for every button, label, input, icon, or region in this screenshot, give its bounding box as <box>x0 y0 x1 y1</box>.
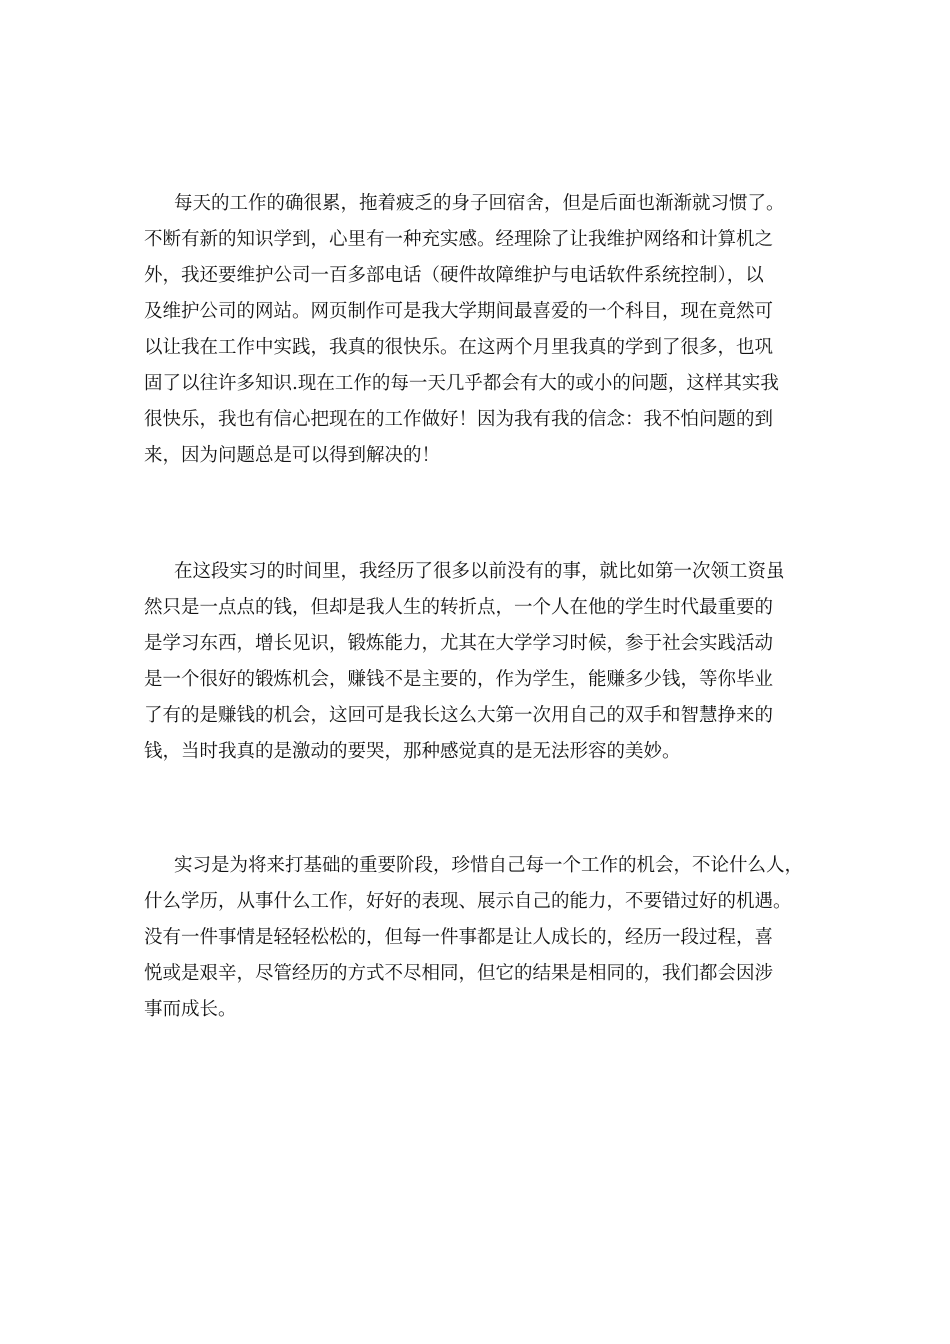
paragraph-line: 钱，当时我真的是激动的要哭，那种感觉真的是无法形容的美妙。 <box>144 741 681 762</box>
paragraph-line: 然只是一点点的钱，但却是我人生的转折点，一个人在他的学生时代最重要的 <box>144 597 774 618</box>
paragraph-line: 悦或是艰辛，尽管经历的方式不尽相同，但它的结果是相同的，我们都会因涉 <box>144 963 774 984</box>
paragraph-line: 没有一件事情是轻轻松松的，但每一件事都是让人成长的，经历一段过程，喜 <box>144 927 774 948</box>
paragraph-1 <box>144 186 844 474</box>
paragraph-line: 很快乐，我也有信心把现在的工作做好！因为我有我的信念：我不怕问题的到 <box>144 409 774 430</box>
paragraph-line: 外，我还要维护公司一百多部电话（硬件故障维护与电话软件系统控制），以 <box>144 265 764 286</box>
paragraph-3 <box>144 848 844 1028</box>
paragraph-line: 以让我在工作中实践，我真的很快乐。在这两个月里我真的学到了很多，也巩 <box>144 337 774 358</box>
paragraph-line: 什么学历，从事什么工作，好好的表现、展示自己的能力，不要错过好的机遇。 <box>144 891 792 912</box>
paragraph-line: 实习是为将来打基础的重要阶段，珍惜自己每一个工作的机会，不论什么人， <box>174 855 804 876</box>
paragraph-line: 是学习东西，增长见识，锻炼能力，尤其在大学学习时候，参于社会实践活动 <box>144 633 774 654</box>
paragraph-line: 在这段实习的时间里，我经历了很多以前没有的事，就比如第一次领工资虽 <box>174 561 785 582</box>
paragraph-line: 来，因为问题总是可以得到解决的！ <box>144 445 441 466</box>
paragraph-line: 是一个很好的锻炼机会，赚钱不是主要的，作为学生，能赚多少钱，等你毕业 <box>144 669 774 690</box>
paragraph-line: 固了以往许多知识.现在工作的每一天几乎都会有大的或小的问题，这样其实我 <box>144 373 779 394</box>
paragraph-2 <box>144 554 844 770</box>
paragraph-line: 事而成长。 <box>144 999 237 1020</box>
paragraph-line: 及维护公司的网站。网页制作可是我大学期间最喜爱的一个科目，现在竟然可 <box>144 301 774 322</box>
paragraph-line: 了有的是赚钱的机会，这回可是我长这么大第一次用自己的双手和智慧挣来的 <box>144 705 774 726</box>
paragraph-line: 不断有新的知识学到，心里有一种充实感。经理除了让我维护网络和计算机之 <box>144 229 774 250</box>
paragraph-line: 每天的工作的确很累，拖着疲乏的身子回宿舍，但是后面也渐渐就习惯了。 <box>174 193 785 214</box>
